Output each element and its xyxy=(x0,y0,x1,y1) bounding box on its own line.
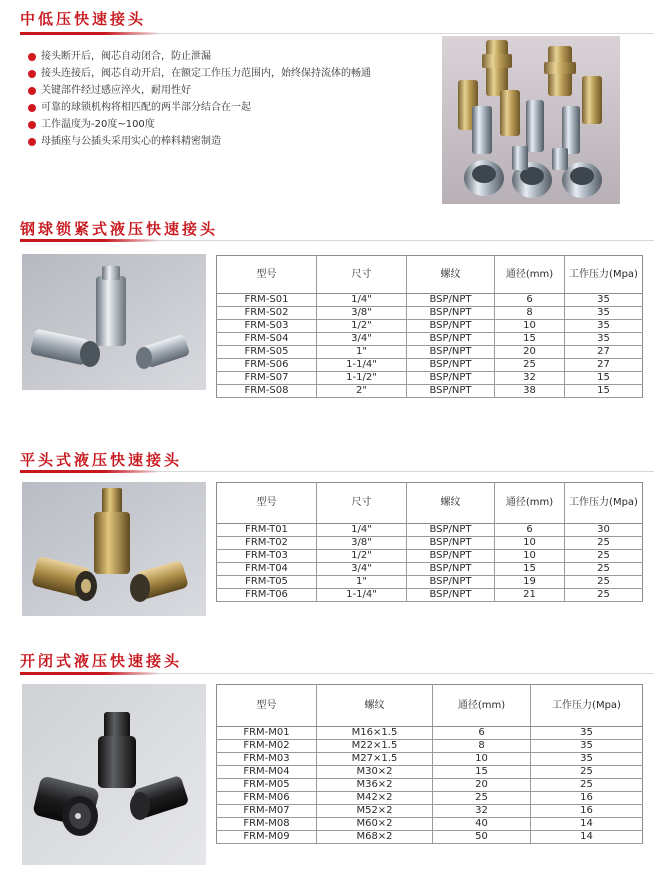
pressure-cell: 15 xyxy=(565,385,643,398)
thread-cell: M36×2 xyxy=(317,779,433,792)
pressure-cell: 14 xyxy=(531,818,643,831)
model-cell: FRM-M09 xyxy=(217,831,317,844)
thread-cell: M68×2 xyxy=(317,831,433,844)
column-header: 通径(mm) xyxy=(495,483,565,524)
bore-cell: 6 xyxy=(495,294,565,307)
table-row xyxy=(217,550,643,563)
column-header: 通径(mm) xyxy=(495,256,565,294)
table-row xyxy=(217,307,643,320)
thread-cell: BSP/NPT xyxy=(407,537,495,550)
pressure-cell: 35 xyxy=(531,727,643,740)
bore-cell: 6 xyxy=(495,524,565,537)
couplings-group-illustration xyxy=(442,36,620,204)
model-cell: FRM-T04 xyxy=(217,563,317,576)
size-cell: 1/2" xyxy=(317,320,407,333)
thread-cell: BSP/NPT xyxy=(407,576,495,589)
pressure-cell: 14 xyxy=(531,831,643,844)
size-cell: 1-1/4" xyxy=(317,359,407,372)
table-row xyxy=(217,576,643,589)
section-title-low-pressure: 中低压快速接头 xyxy=(20,10,147,28)
steel-ball-coupling-illustration xyxy=(22,254,206,390)
thread-cell: BSP/NPT xyxy=(407,550,495,563)
thread-cell: M52×2 xyxy=(317,805,433,818)
size-cell: 2" xyxy=(317,385,407,398)
thread-cell: M16×1.5 xyxy=(317,727,433,740)
section-title-flat-face: 平头式液压快速接头 xyxy=(20,451,183,469)
thread-cell: BSP/NPT xyxy=(407,346,495,359)
size-cell: 1/4" xyxy=(317,524,407,537)
pressure-cell: 35 xyxy=(531,740,643,753)
section-divider xyxy=(20,471,654,472)
pressure-cell: 25 xyxy=(565,550,643,563)
column-header: 螺纹 xyxy=(407,483,495,524)
pressure-cell: 35 xyxy=(565,333,643,346)
size-cell: 1" xyxy=(317,346,407,359)
size-cell: 1/4" xyxy=(317,294,407,307)
pressure-cell: 35 xyxy=(565,307,643,320)
table-row xyxy=(217,320,643,333)
feature-item: 关键部件经过感应淬火，耐用性好 xyxy=(28,85,428,102)
size-cell: 1" xyxy=(317,576,407,589)
product-photo-couplings-group xyxy=(442,36,620,204)
table-row xyxy=(217,740,643,753)
thread-cell: M27×1.5 xyxy=(317,753,433,766)
bore-cell: 15 xyxy=(433,766,531,779)
bore-cell: 20 xyxy=(495,346,565,359)
bore-cell: 25 xyxy=(433,792,531,805)
bore-cell: 10 xyxy=(495,550,565,563)
bore-cell: 40 xyxy=(433,818,531,831)
feature-item: 工作温度为-20度~100度 xyxy=(28,119,428,136)
model-cell: FRM-T06 xyxy=(217,589,317,602)
pressure-cell: 25 xyxy=(565,576,643,589)
table-row xyxy=(217,537,643,550)
thread-cell: BSP/NPT xyxy=(407,294,495,307)
bore-cell: 8 xyxy=(433,740,531,753)
thread-cell: M30×2 xyxy=(317,766,433,779)
size-cell: 3/4" xyxy=(317,563,407,576)
bore-cell: 21 xyxy=(495,589,565,602)
column-header: 通径(mm) xyxy=(433,685,531,727)
bore-cell: 8 xyxy=(495,307,565,320)
pressure-cell: 16 xyxy=(531,805,643,818)
thread-cell: BSP/NPT xyxy=(407,320,495,333)
model-cell: FRM-M01 xyxy=(217,727,317,740)
product-photo-open-close-coupling xyxy=(22,684,206,865)
bore-cell: 32 xyxy=(495,372,565,385)
model-cell: FRM-S03 xyxy=(217,320,317,333)
model-cell: FRM-T03 xyxy=(217,550,317,563)
pressure-cell: 30 xyxy=(565,524,643,537)
feature-list xyxy=(28,51,428,153)
model-cell: FRM-T01 xyxy=(217,524,317,537)
size-cell: 3/8" xyxy=(317,307,407,320)
model-cell: FRM-M08 xyxy=(217,818,317,831)
model-cell: FRM-S02 xyxy=(217,307,317,320)
table-row xyxy=(217,359,643,372)
section-divider xyxy=(20,673,654,674)
table-row xyxy=(217,831,643,844)
model-cell: FRM-S05 xyxy=(217,346,317,359)
model-cell: FRM-S08 xyxy=(217,385,317,398)
bore-cell: 15 xyxy=(495,563,565,576)
table-row xyxy=(217,792,643,805)
thread-cell: M22×1.5 xyxy=(317,740,433,753)
pressure-cell: 35 xyxy=(565,320,643,333)
bore-cell: 32 xyxy=(433,805,531,818)
table-row xyxy=(217,385,643,398)
bore-cell: 10 xyxy=(495,537,565,550)
model-cell: FRM-T02 xyxy=(217,537,317,550)
thread-cell: BSP/NPT xyxy=(407,307,495,320)
thread-cell: BSP/NPT xyxy=(407,563,495,576)
feature-item: 接头断开后，阀芯自动闭合，防止泄漏 xyxy=(28,51,428,68)
feature-item: 可靠的球锁机构将相匹配的两半部分结合在一起 xyxy=(28,102,428,119)
section-divider xyxy=(20,33,654,34)
open-close-coupling-illustration xyxy=(22,684,206,865)
model-cell: FRM-M07 xyxy=(217,805,317,818)
pressure-cell: 35 xyxy=(565,294,643,307)
thread-cell: BSP/NPT xyxy=(407,589,495,602)
table-row xyxy=(217,346,643,359)
pressure-cell: 25 xyxy=(565,537,643,550)
column-header: 螺纹 xyxy=(317,685,433,727)
section-divider xyxy=(20,240,654,241)
pressure-cell: 25 xyxy=(565,563,643,576)
bore-cell: 10 xyxy=(433,753,531,766)
pressure-cell: 25 xyxy=(531,779,643,792)
pressure-cell: 25 xyxy=(531,766,643,779)
bore-cell: 10 xyxy=(495,320,565,333)
column-header: 工作压力(Mpa) xyxy=(565,483,643,524)
bore-cell: 15 xyxy=(495,333,565,346)
table-row xyxy=(217,294,643,307)
pressure-cell: 27 xyxy=(565,346,643,359)
thread-cell: BSP/NPT xyxy=(407,385,495,398)
pressure-cell: 35 xyxy=(531,753,643,766)
column-header: 型号 xyxy=(217,256,317,294)
size-cell: 3/4" xyxy=(317,333,407,346)
table-row xyxy=(217,766,643,779)
pressure-cell: 25 xyxy=(565,589,643,602)
column-header: 型号 xyxy=(217,483,317,524)
table-row xyxy=(217,753,643,766)
column-header: 尺寸 xyxy=(317,483,407,524)
spec-table-steel-ball xyxy=(216,255,643,398)
column-header: 螺纹 xyxy=(407,256,495,294)
model-cell: FRM-S01 xyxy=(217,294,317,307)
model-cell: FRM-S06 xyxy=(217,359,317,372)
product-photo-steel-ball-coupling xyxy=(22,254,206,390)
bore-cell: 19 xyxy=(495,576,565,589)
spec-table-flat-face xyxy=(216,482,643,602)
table-row xyxy=(217,372,643,385)
flat-face-coupling-illustration xyxy=(22,482,206,616)
bore-cell: 50 xyxy=(433,831,531,844)
bore-cell: 38 xyxy=(495,385,565,398)
thread-cell: BSP/NPT xyxy=(407,333,495,346)
product-photo-flat-face-coupling xyxy=(22,482,206,616)
bore-cell: 20 xyxy=(433,779,531,792)
section-title-open-close: 开闭式液压快速接头 xyxy=(20,652,183,670)
spec-table-open-close xyxy=(216,684,643,844)
table-row xyxy=(217,779,643,792)
thread-cell: M60×2 xyxy=(317,818,433,831)
thread-cell: BSP/NPT xyxy=(407,524,495,537)
model-cell: FRM-M04 xyxy=(217,766,317,779)
model-cell: FRM-M05 xyxy=(217,779,317,792)
column-header: 型号 xyxy=(217,685,317,727)
model-cell: FRM-M06 xyxy=(217,792,317,805)
table-row xyxy=(217,524,643,537)
bore-cell: 25 xyxy=(495,359,565,372)
size-cell: 1-1/4" xyxy=(317,589,407,602)
column-header: 工作压力(Mpa) xyxy=(565,256,643,294)
model-cell: FRM-M03 xyxy=(217,753,317,766)
table-row xyxy=(217,818,643,831)
section-title-steel-ball: 钢球锁紧式液压快速接头 xyxy=(20,220,219,238)
model-cell: FRM-M02 xyxy=(217,740,317,753)
table-row xyxy=(217,727,643,740)
table-row xyxy=(217,589,643,602)
column-header: 工作压力(Mpa) xyxy=(531,685,643,727)
pressure-cell: 15 xyxy=(565,372,643,385)
table-row xyxy=(217,333,643,346)
size-cell: 1/2" xyxy=(317,550,407,563)
table-row xyxy=(217,805,643,818)
feature-item: 接头连接后，阀芯自动开启，在额定工作压力范围内，始终保持流体的畅通 xyxy=(28,68,428,85)
model-cell: FRM-T05 xyxy=(217,576,317,589)
table-row xyxy=(217,563,643,576)
pressure-cell: 27 xyxy=(565,359,643,372)
thread-cell: M42×2 xyxy=(317,792,433,805)
thread-cell: BSP/NPT xyxy=(407,372,495,385)
column-header: 尺寸 xyxy=(317,256,407,294)
size-cell: 3/8" xyxy=(317,537,407,550)
pressure-cell: 16 xyxy=(531,792,643,805)
bore-cell: 6 xyxy=(433,727,531,740)
feature-item: 母插座与公插头采用实心的棒料精密制造 xyxy=(28,136,428,153)
size-cell: 1-1/2" xyxy=(317,372,407,385)
model-cell: FRM-S07 xyxy=(217,372,317,385)
model-cell: FRM-S04 xyxy=(217,333,317,346)
thread-cell: BSP/NPT xyxy=(407,359,495,372)
